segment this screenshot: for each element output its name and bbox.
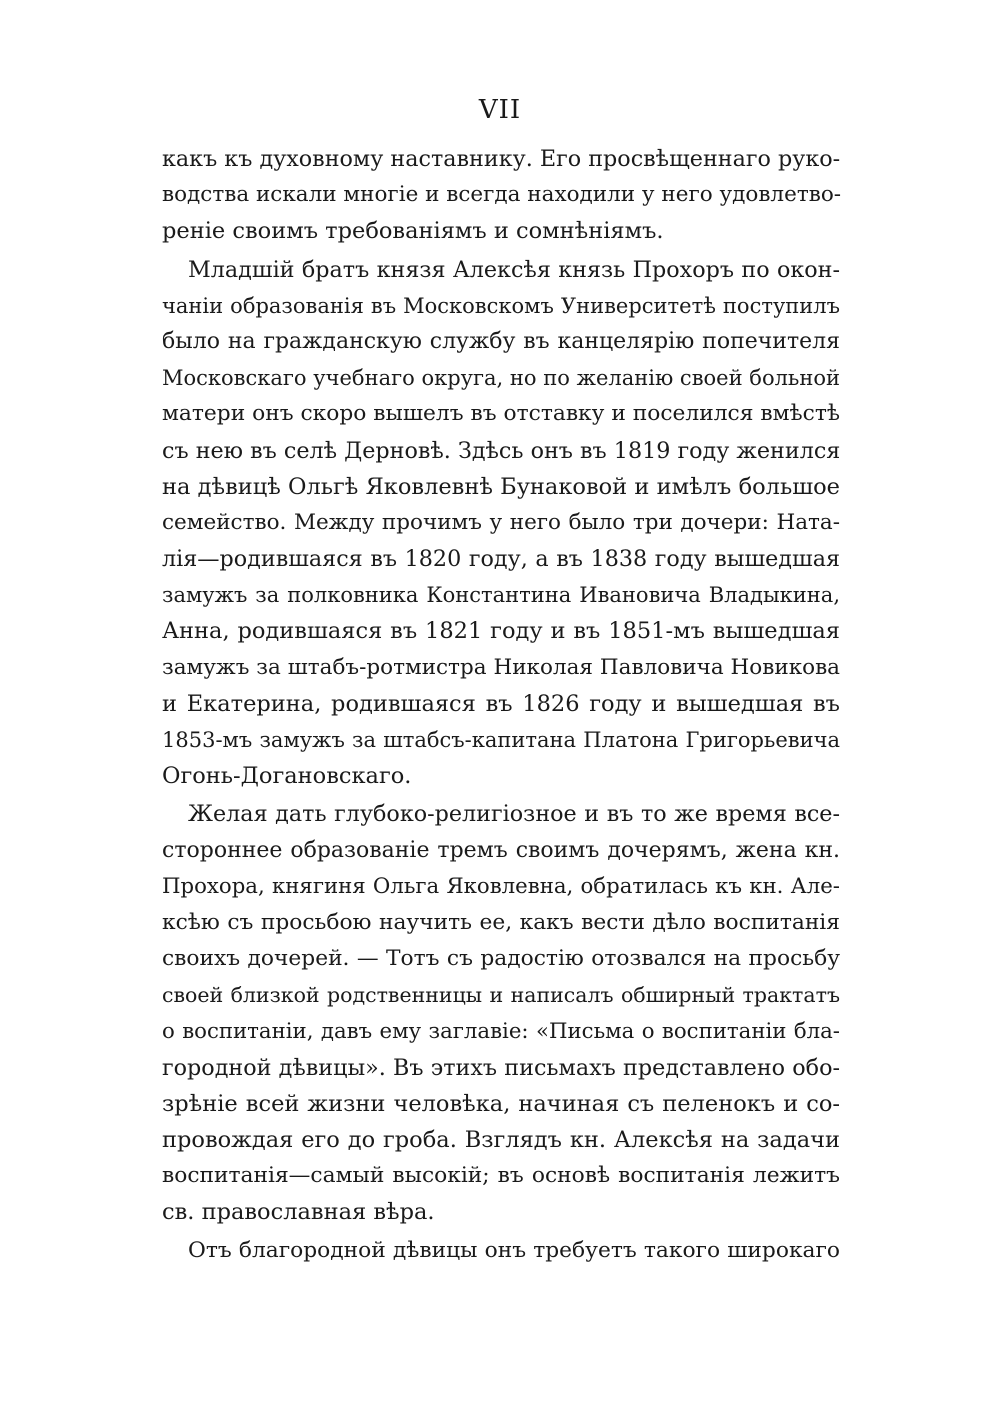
text-line: замужъ за полковника Константина Ивановича Владыкина, [162,583,840,608]
text-line: Прохора, княгиня Ольга Яковлевна, обратилась къ кн. Але- [162,873,840,899]
text-line: Отъ благородной дѣвицы онъ требуетъ такого широкаго [188,1237,840,1263]
text-line: Анна, родившаяся въ 1821 году и въ 1851-мъ вышедшая [162,618,840,645]
text-line: воспитанія—самый высокій; въ основѣ воспитанія лежитъ [162,1163,840,1189]
text-line: какъ къ духовному наставнику. Его просвѣщеннаго руко- [162,146,841,172]
page-number: VII [478,95,522,125]
text-line: семейство. Между прочимъ у него было три дочери: Ната- [162,509,840,535]
text-line: о воспитаніи, давъ ему заглавіе: «Письма о воспитаніи бла- [162,1018,840,1044]
text-line: Младшій братъ князя Алексѣя князь Прохоръ по окон- [188,256,840,283]
paragraph-3 [162,796,840,1230]
text-line: было на гражданскую службу въ канцелярію попечителя [162,328,840,354]
paragraph-4 [162,1233,840,1269]
text-line: чаніи образованія въ Московскомъ Университетѣ поступилъ [162,293,840,318]
text-line: Желая дать глубоко-религіозное и въ то же время все- [188,801,840,828]
text-line: св. православная вѣра. [162,1199,435,1226]
text-line: стороннее образованіе тремъ своимъ дочерямъ, жена кн. [162,837,840,863]
text-line: ксѣю съ просьбою научить ее, какъ вести дѣло воспитанія [162,909,840,935]
text-line: матери онъ скоро вышелъ въ отставку и поселился вмѣстѣ [162,401,840,427]
text-line: своихъ дочерей. — Тотъ съ радостію отозвался на просьбу [162,946,840,972]
text-line: съ нею въ селѣ Дерновѣ. Здѣсь онъ въ 1819 году женился [162,437,841,464]
text-line: лія—родившаяся въ 1820 году, а въ 1838 году вышедшая [162,546,840,573]
text-line: зрѣніе всей жизни человѣка, начиная съ пеленокъ и со- [162,1090,840,1117]
text-line: и Екатерина, родившаяся въ 1826 году и вышедшая въ [162,690,840,717]
text-line: водства искали многіе и всегда находили у него удовлетво- [162,182,842,208]
text-line: реніе своимъ требованіямъ и сомнѣніямъ. [162,218,664,245]
paragraph-2 [162,252,840,795]
text-line: замужъ за штабъ-ротмистра Николая Павловича Новикова [162,654,840,680]
text-line: Московскаго учебнаго округа, но по желанію своей больной [162,366,840,391]
text-line: городной дѣвицы». Въ этихъ письмахъ представлено обо- [162,1054,840,1081]
text-line: своей близкой родственницы и написалъ обширный трактатъ [162,983,840,1008]
text-line: на дѣвицѣ Ольгѣ Яковлевнѣ Бунаковой и имѣлъ большое [162,473,840,500]
paragraph-1 [162,141,840,250]
text-line: Огонь-Догановскаго. [162,763,412,790]
body-text [162,141,840,1269]
text-line: провождая его до гроба. Взглядъ кн. Алексѣя на задачи [162,1127,840,1154]
text-line: 1853-мъ замужъ за штабсъ-капитана Платона Григорьевича [162,728,840,752]
